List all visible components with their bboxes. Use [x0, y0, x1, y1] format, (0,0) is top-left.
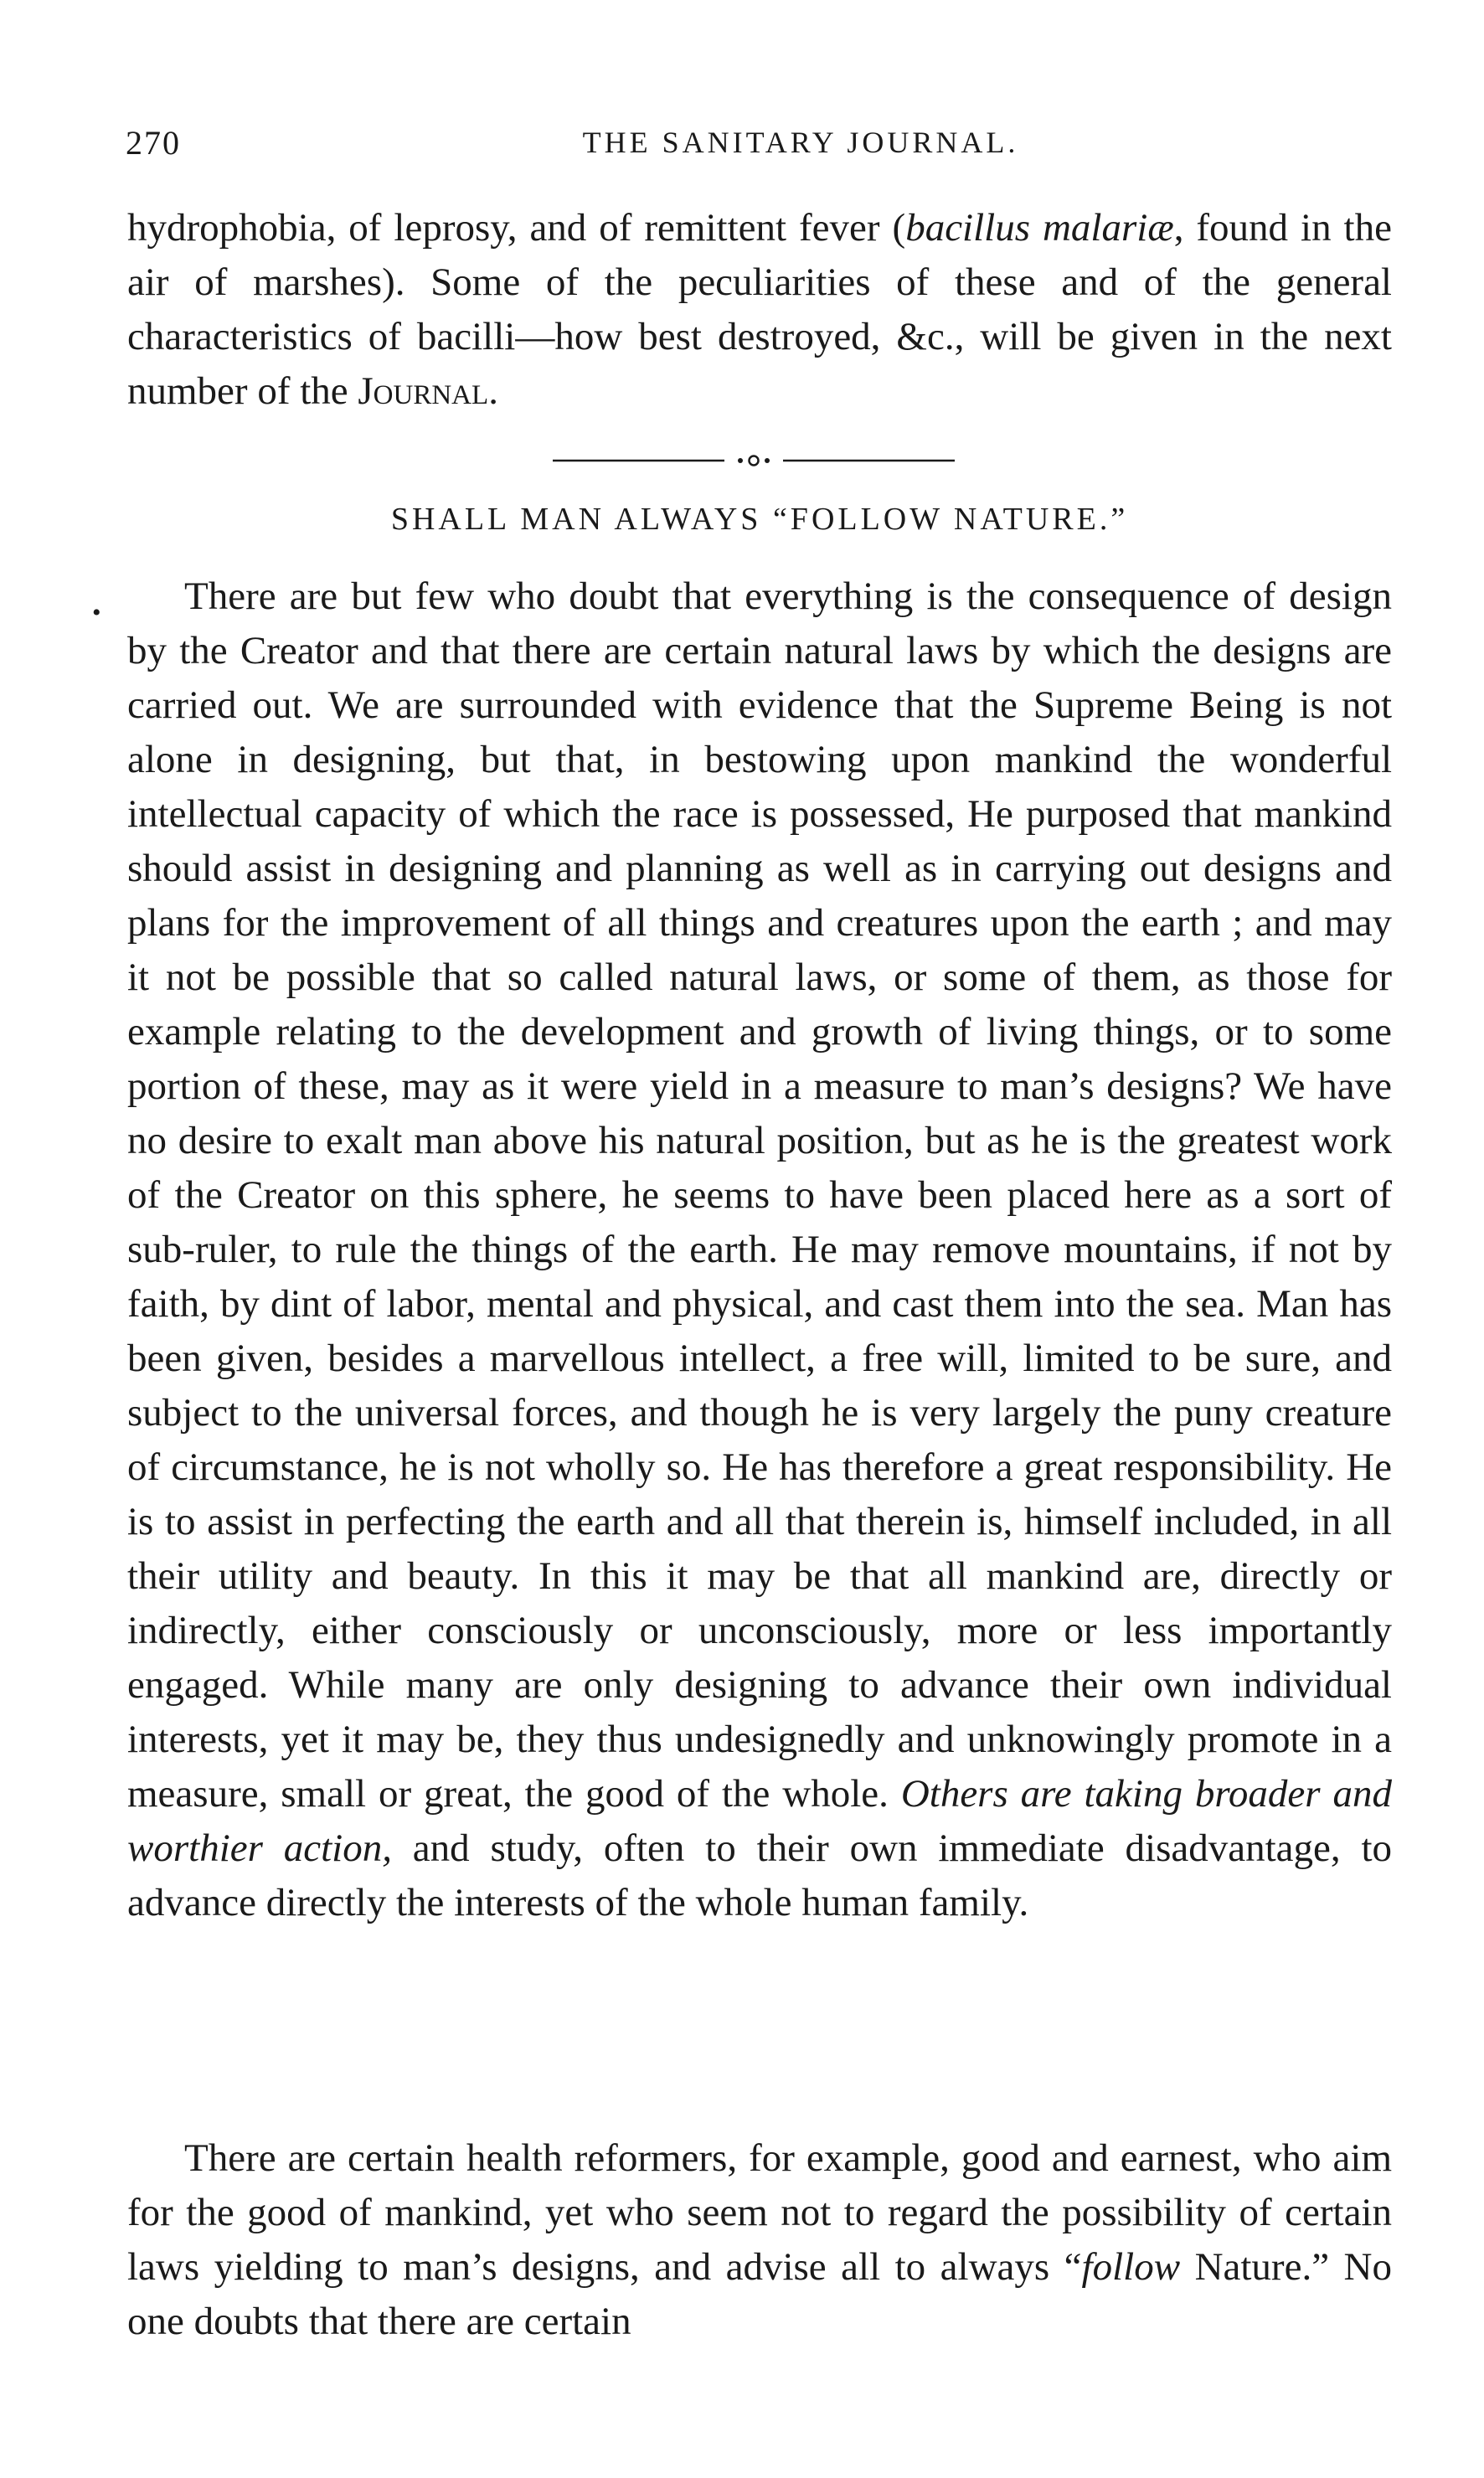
- article-paragraph-2: [127, 2131, 1392, 2349]
- paragraph-1-italic: Others are taking broader and worthier action,: [127, 1772, 1392, 1870]
- article-title: SHALL MAN ALWAYS “FOLLOW NATURE.”: [390, 502, 1129, 537]
- article-paragraph-1: [127, 569, 1392, 1930]
- page-number: 270: [126, 123, 181, 162]
- paragraph-1-start: There are but few who doubt that everything is the consequence of design by the Creator and that there are certain natural laws by which the designs are carried out. We are surrounded with evidence that the Supreme Being is not alone in designing, but that, in bestowing upon mankind the wonderful intellectual capacity of which the race is possessed, He purposed that mankind should assist in designing and planning as well as in carrying out designs and plans for the improvement of all things and creatures upon the earth ; and may it not be possible that so called natural laws, or some of them, as those for example relating to the development and growth of living things, or to some portion of these, may as it were yield in a measure to man’s designs? We have no desire to exalt man above his natural position, but as he is the greatest work of the Creator on this sphere, he seems to have been placed here as a sort of sub-ruler, to rule the things of the earth. He may remove mountains, if not by faith, by dint of labor, mental and physical, and cast them into the sea. Man has been given, besides a marvellous intellect, a free will, limited to be sure, and subject to the universal forces, and though he is very largely the puny creature of circumstance, he is not wholly so. He has therefore a great responsibility. He is to assist in perfecting the earth and all that therein is, himself included, in all their utility and beauty. In this it may be that all mankind are, directly or indirectly, either consciously or unconsciously, more or less importantly engaged. While many are only designing to advance their own individual interests, yet it may be, they thus undesignedly and unknowingly promote in a measure, small or great, the good of the whole.: [127, 574, 1392, 1816]
- journal-word: Journal: [358, 369, 489, 413]
- paragraph-2-start: There are certain health reformers, for example, good and earnest, who aim for the good of mankind, yet who seem not to regard the possibility of certain laws yielding to man’s designs, and advise all to always “: [127, 2136, 1392, 2289]
- paragraph-2-text: [127, 2131, 1392, 2349]
- continuation-text-end: .: [488, 369, 498, 413]
- running-head: [126, 117, 1392, 167]
- continuation-text: [127, 201, 1392, 419]
- continuation-text-mid: , found in the air of marshes). Some of the peculiarities of these and of the general characteristics of bacilli—how best destroyed, &c., will be given in the next number of the: [127, 206, 1392, 413]
- margin-mark: •: [92, 599, 101, 626]
- paragraph-1-end: and study, often to their own immediate disadvantage, to advance directly the interests of the whole human family.: [127, 1826, 1393, 1924]
- continuation-text-start: hydrophobia, of leprosy, and of remittent fever (: [127, 206, 906, 250]
- paragraph-1-text: [127, 569, 1392, 1930]
- paragraph-2-end: Nature.” No one doubts that there are certain: [127, 2245, 1392, 2343]
- section-divider-ornament: [553, 452, 955, 469]
- bacillus-name: bacillus malariæ: [905, 206, 1174, 250]
- paragraph-2-italic: follow: [1081, 2245, 1181, 2289]
- continuation-paragraph: [127, 201, 1392, 419]
- journal-title: THE SANITARY JOURNAL.: [582, 126, 1019, 159]
